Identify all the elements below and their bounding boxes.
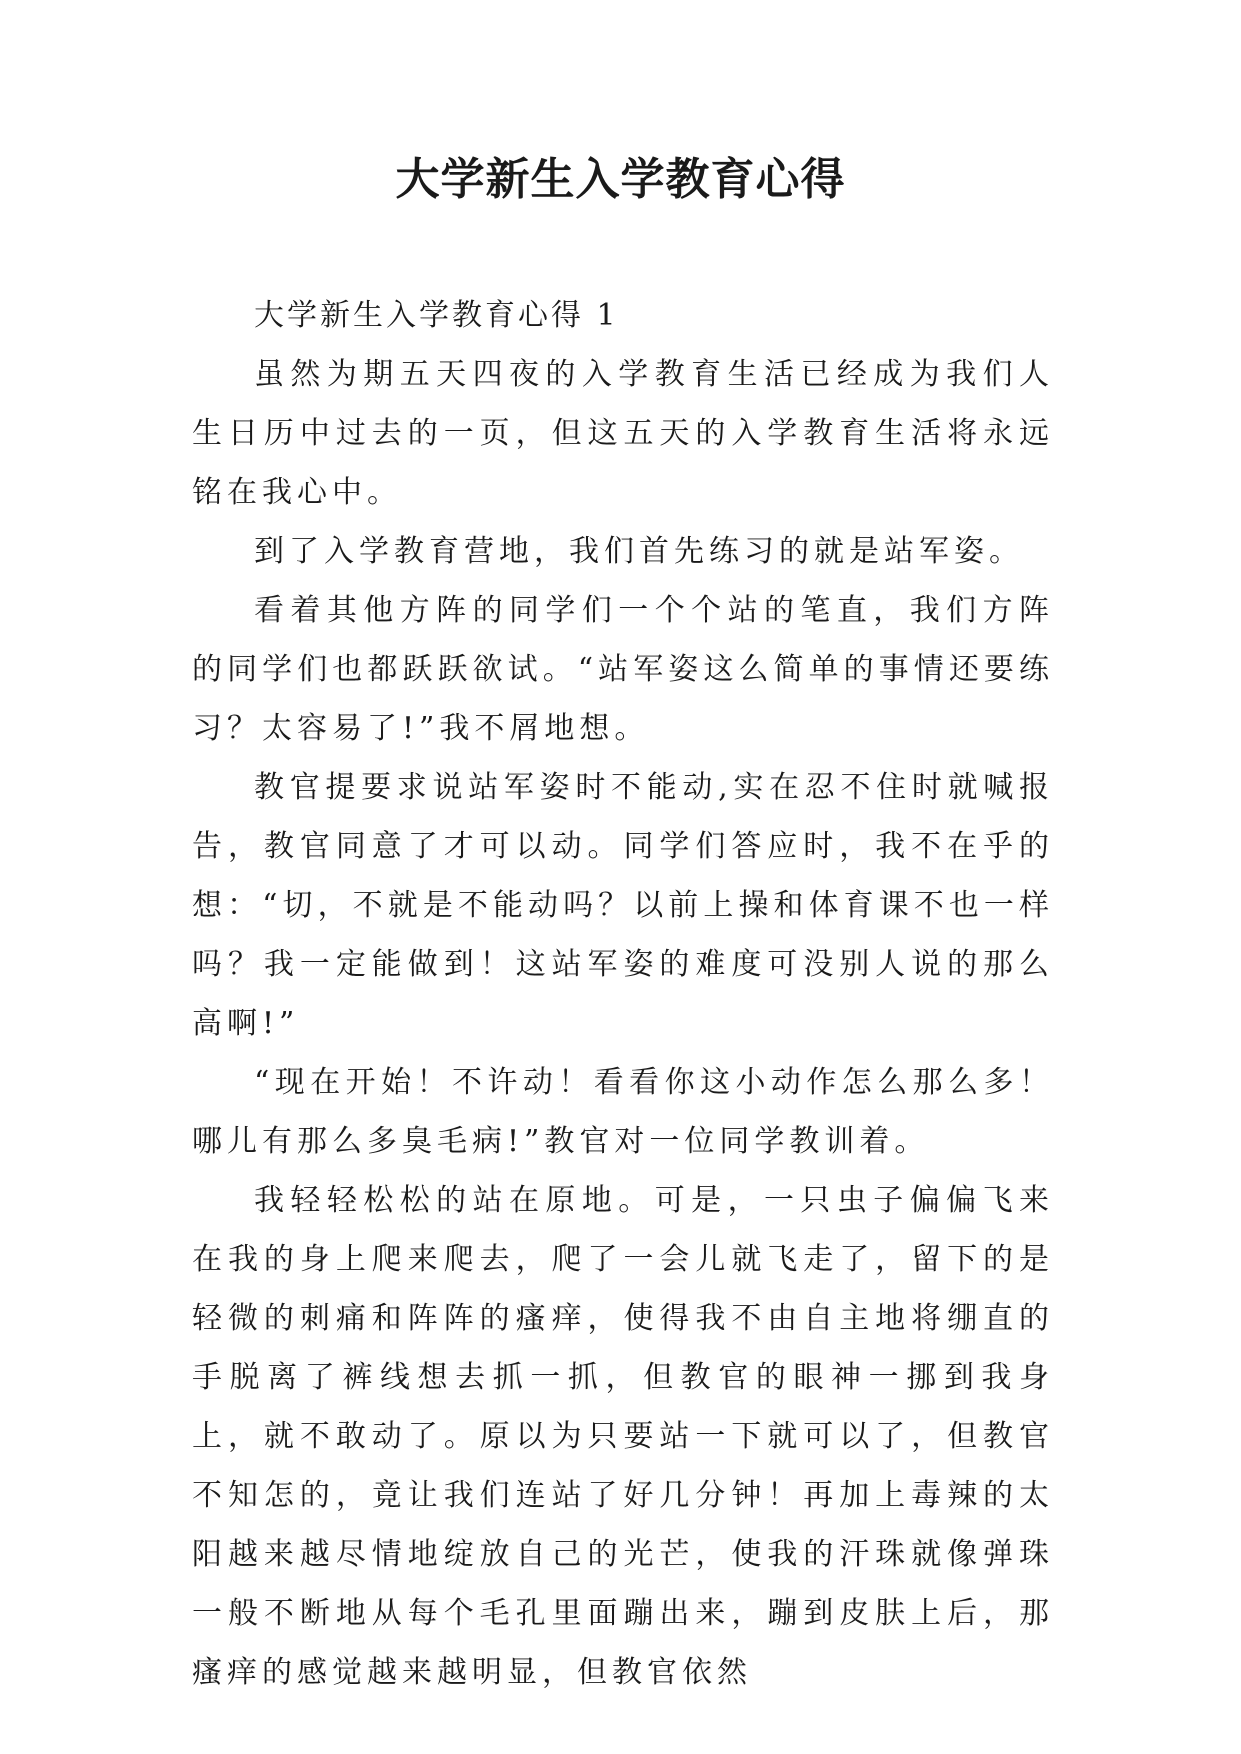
paragraph: “现在开始！不许动！看看你这小动作怎么那么多！哪儿有那么多臭毛病!”教官对一位同学教训着。 <box>192 1065 1054 1159</box>
section-heading: 大学新生入学教育心得 1 <box>254 298 619 333</box>
paragraph: 虽然为期五天四夜的入学教育生活已经成为我们人生日历中过去的一页，但这五天的入学教育生活将永远铭在我心中。 <box>192 357 1054 510</box>
document-title: 大学新生入学教育心得 <box>395 154 846 205</box>
paragraph: 看着其他方阵的同学们一个个站的笔直，我们方阵的同学们也都跃跃欲试。“站军姿这么简单的事情还要练习？太容易了!”我不屑地想。 <box>192 593 1054 746</box>
document-body <box>192 286 1054 1702</box>
paragraph: 我轻轻松松的站在原地。可是，一只虫子偏偏飞来在我的身上爬来爬去，爬了一会儿就飞走了，留下的是轻微的刺痛和阵阵的瘙痒，使得我不由自主地将绷直的手脱离了裤线想去抓一抓，但教官的眼神一挪到我身上，就不敢动了。原以为只要站一下就可以了，但教官不知怎的，竟让我们连站了好几分钟！再加上毒辣的太阳越来越尽情地绽放自己的光芒，使我的汗珠就像弹珠一般不断地从每个毛孔里面蹦出来，蹦到皮肤上后，那瘙痒的感觉越来越明显，但教官依然 <box>192 1183 1054 1690</box>
paragraph: 到了入学教育营地，我们首先练习的就是站军姿。 <box>254 534 1024 569</box>
paragraph: 教官提要求说站军姿时不能动,实在忍不住时就喊报告，教官同意了才可以动。同学们答应时，我不在乎的想：“切，不就是不能动吗？以前上操和体育课不也一样吗？我一定能做到！这站军姿的难度可没别人说的那么高啊!” <box>192 770 1054 1041</box>
